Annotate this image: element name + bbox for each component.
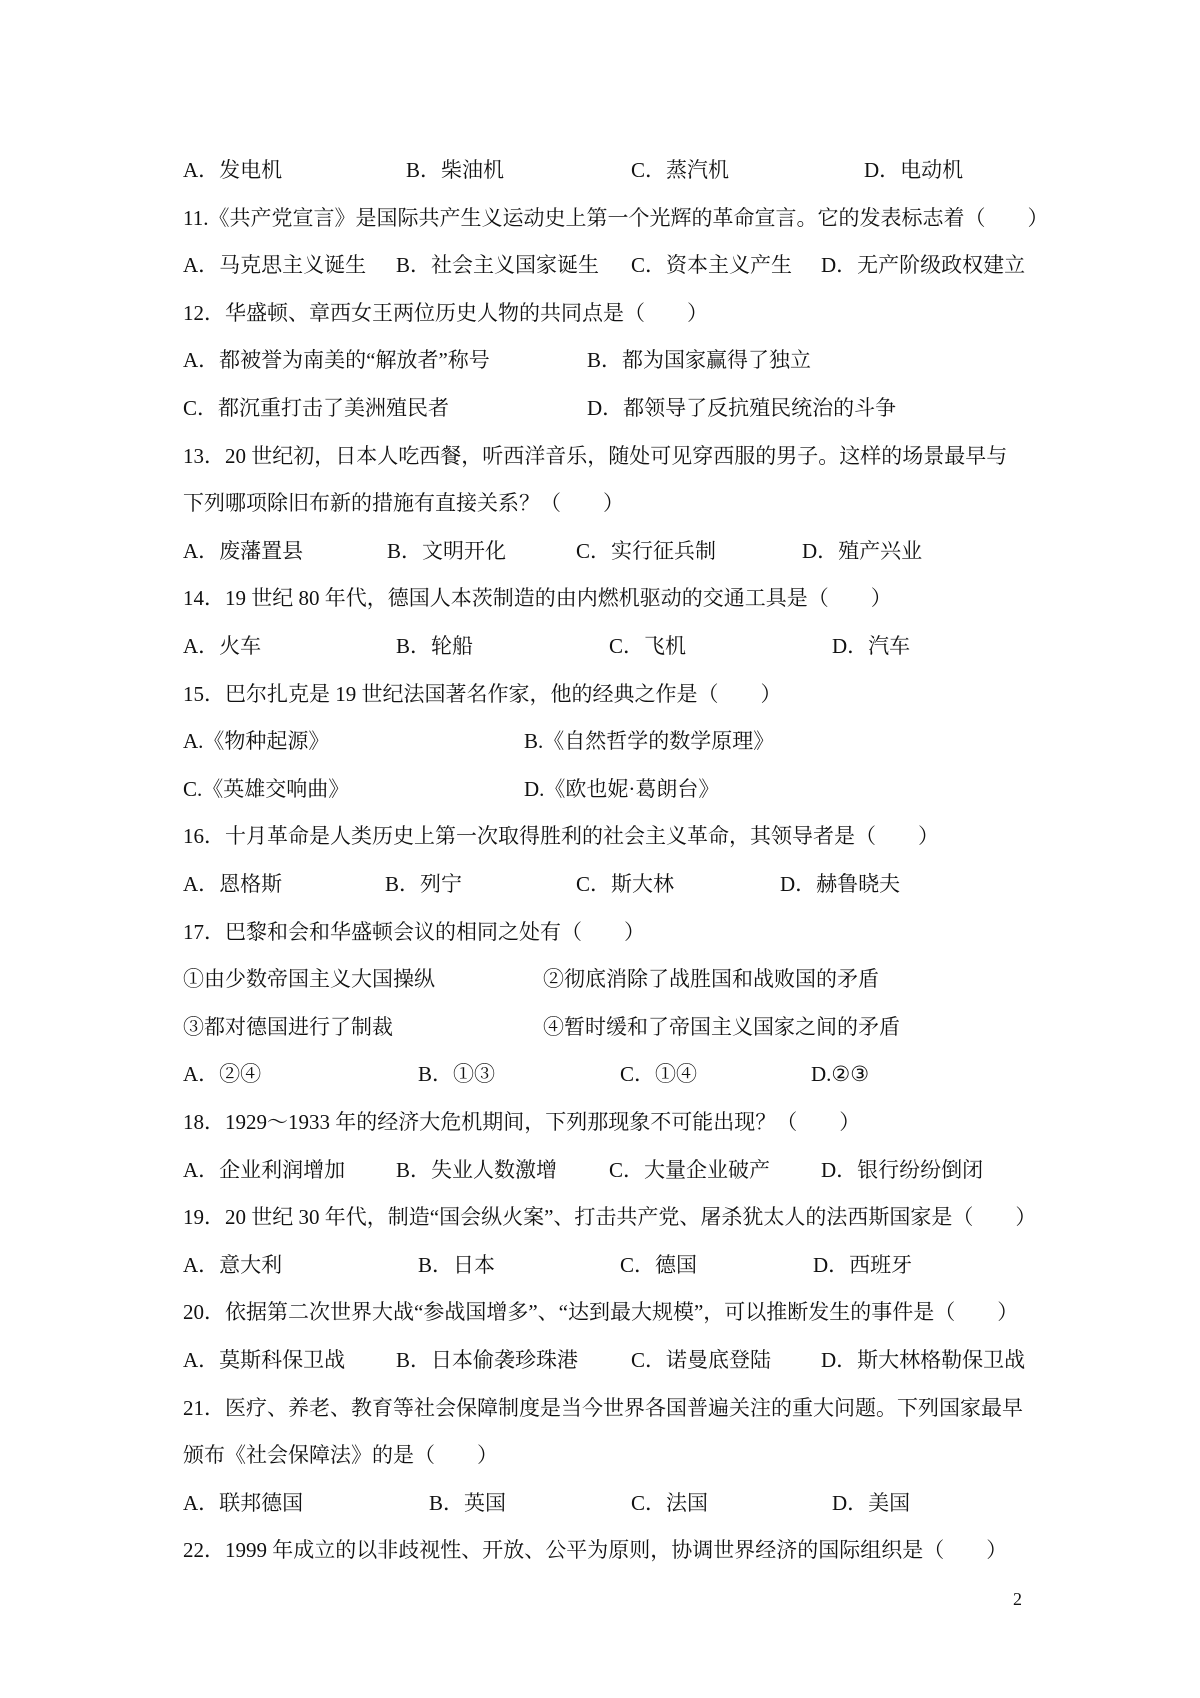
option-d: D．电动机 (864, 158, 964, 182)
question-11 (0, 204, 1200, 232)
option-d: D.②③ (811, 1062, 870, 1086)
options-row (0, 251, 1200, 279)
question-13-continued (0, 489, 1200, 517)
option-a: A．都被誉为南美的“解放者”称号 (183, 348, 490, 372)
question-21-continued (0, 1441, 1200, 1469)
option-a: A．发电机 (183, 158, 283, 182)
option-a: A．②④ (183, 1062, 262, 1086)
option-d: D．汽车 (832, 634, 911, 658)
option-b: B.《自然哲学的数学原理》 (524, 729, 775, 753)
question-stem: 20．依据第二次世界大战“参战国增多”、“达到最大规模”，可以推断发生的事件是（ ） (183, 1300, 1019, 1324)
question-19 (0, 1203, 1200, 1231)
question-stem: 15．巴尔扎克是 19 世纪法国著名作家，他的经典之作是（ ） (183, 682, 782, 706)
question-22 (0, 1536, 1200, 1564)
option-c: C．飞机 (609, 634, 687, 658)
option-c: C．斯大林 (576, 872, 675, 896)
statement-4: ④暂时缓和了帝国主义国家之间的矛盾 (543, 1015, 900, 1039)
options-row (0, 1156, 1200, 1184)
question-stem: 16．十月革命是人类历史上第一次取得胜利的社会主义革命，其领导者是（ ） (183, 824, 939, 848)
question-21 (0, 1394, 1200, 1422)
option-c: C．德国 (620, 1253, 698, 1277)
option-c: C．实行征兵制 (576, 539, 717, 563)
question-stem: 19．20 世纪 30 年代，制造“国会纵火案”、打击共产党、屠杀犹太人的法西斯国家是（ ） (183, 1205, 1037, 1229)
option-b: B．柴油机 (406, 158, 505, 182)
option-d: D．赫鲁晓夫 (780, 872, 901, 896)
options-row (0, 537, 1200, 565)
options-row (0, 394, 1200, 422)
statement-3: ③都对德国进行了制裁 (183, 1015, 393, 1039)
option-a: A．废藩置县 (183, 539, 304, 563)
option-b: B．日本 (418, 1253, 496, 1277)
option-d: D．无产阶级政权建立 (821, 253, 1026, 277)
option-d: D．斯大林格勒保卫战 (821, 1348, 1026, 1372)
options-row (0, 775, 1200, 803)
question-stem: 18．1929～1933 年的经济大危机期间，下列那现象不可能出现？（ ） (183, 1110, 861, 1134)
statements-row (0, 965, 1200, 993)
question-18 (0, 1108, 1200, 1136)
option-b: B．英国 (429, 1491, 507, 1515)
question-stem: 13．20 世纪初，日本人吃西餐，听西洋音乐，随处可见穿西服的男子。这样的场景最早与 (183, 444, 1008, 468)
option-d: D．银行纷纷倒闭 (821, 1158, 984, 1182)
statement-2: ②彻底消除了战胜国和战败国的矛盾 (543, 967, 879, 991)
question-stem: 14．19 世纪 80 年代，德国人本茨制造的由内燃机驱动的交通工具是（ ） (183, 586, 892, 610)
option-c: C．蒸汽机 (631, 158, 730, 182)
question-stem: 11.《共产党宣言》是国际共产生义运动史上第一个光辉的革命宣言。它的发表标志着（ ） (183, 206, 1049, 230)
question-20 (0, 1298, 1200, 1326)
option-b: B．列宁 (385, 872, 463, 896)
question-stem: 颁布《社会保障法》的是（ ） (183, 1443, 498, 1467)
option-d: D．美国 (832, 1491, 911, 1515)
question-16 (0, 822, 1200, 850)
option-a: A．莫斯科保卫战 (183, 1348, 346, 1372)
option-b: B．①③ (418, 1062, 496, 1086)
option-d: D．殖产兴业 (802, 539, 923, 563)
question-17 (0, 918, 1200, 946)
option-b: B．都为国家赢得了独立 (587, 348, 812, 372)
question-14 (0, 584, 1200, 612)
option-c: C．资本主义产生 (631, 253, 793, 277)
options-row (0, 1060, 1200, 1088)
question-15 (0, 680, 1200, 708)
question-stem: 21．医疗、养老、教育等社会保障制度是当今世界各国普遍关注的重大问题。下列国家最早 (183, 1396, 1023, 1420)
question-stem: 17．巴黎和会和华盛顿会议的相同之处有（ ） (183, 920, 645, 944)
option-a: A．意大利 (183, 1253, 283, 1277)
question-stem: 下列哪项除旧布新的措施有直接关系？（ ） (183, 491, 624, 515)
options-row (0, 870, 1200, 898)
question-stem: 12．华盛顿、章西女王两位历史人物的共同点是（ ） (183, 301, 708, 325)
option-c: C．法国 (631, 1491, 709, 1515)
options-row (0, 156, 1200, 184)
options-row (0, 1489, 1200, 1517)
statement-1: ①由少数帝国主义大国操纵 (183, 967, 435, 991)
option-c: C．都沉重打击了美洲殖民者 (183, 396, 450, 420)
option-b: B．文明开化 (387, 539, 507, 563)
page-number: 2 (1013, 1589, 1022, 1609)
question-12 (0, 299, 1200, 327)
option-b: B．社会主义国家诞生 (396, 253, 600, 277)
option-c: C.《英雄交响曲》 (183, 777, 350, 801)
option-a: A．联邦德国 (183, 1491, 304, 1515)
option-d: D．西班牙 (813, 1253, 913, 1277)
option-c: C．诺曼底登陆 (631, 1348, 772, 1372)
option-a: A．马克思主义诞生 (183, 253, 367, 277)
statements-row (0, 1013, 1200, 1041)
option-c: C．大量企业破产 (609, 1158, 771, 1182)
options-row (0, 346, 1200, 374)
option-d: D．都领导了反抗殖民统治的斗争 (587, 396, 897, 420)
options-row (0, 1251, 1200, 1279)
option-a: A．企业利润增加 (183, 1158, 346, 1182)
option-a: A．恩格斯 (183, 872, 283, 896)
options-row (0, 632, 1200, 660)
option-d: D.《欧也妮·葛朗台》 (524, 777, 720, 801)
option-b: B．日本偷袭珍珠港 (396, 1348, 579, 1372)
option-a: A．火车 (183, 634, 262, 658)
question-13 (0, 442, 1200, 470)
options-row (0, 1346, 1200, 1374)
options-row (0, 727, 1200, 755)
option-c: C．①④ (620, 1062, 698, 1086)
option-b: B．失业人数激增 (396, 1158, 558, 1182)
option-a: A.《物种起源》 (183, 729, 330, 753)
option-b: B．轮船 (396, 634, 474, 658)
question-stem: 22．1999 年成立的以非歧视性、开放、公平为原则，协调世界经济的国际组织是（ ） (183, 1538, 1008, 1562)
